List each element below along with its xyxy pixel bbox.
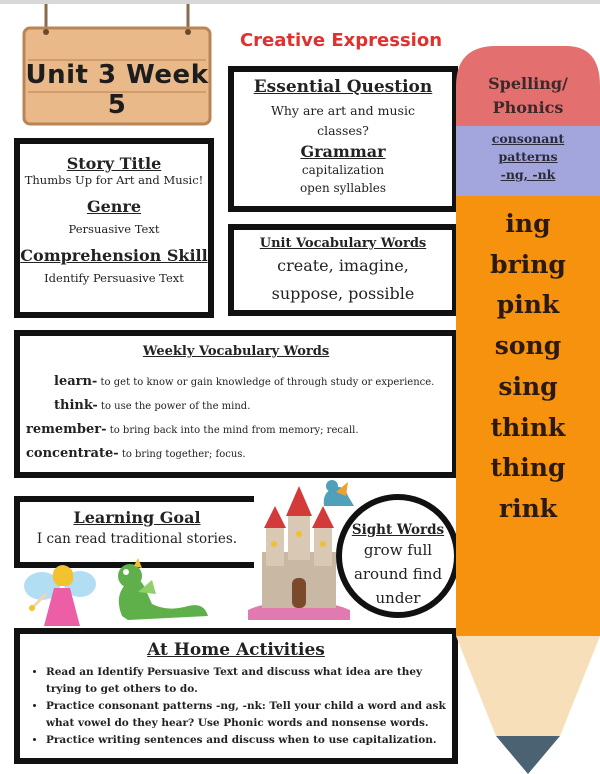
spelling-heading-line: Phonics [492,98,564,117]
list-item: • Practice consonant patterns -ng, -nk: Tell your child a word and ask what vowel do they hear? Use Phonic words and nonsense words. [46,698,446,732]
spelling-heading [456,72,600,120]
unit-sign [22,2,212,130]
vocab-definition: to bring together; focus. [121,449,246,460]
spelling-word: sing [498,371,558,401]
vocab-entry [54,398,250,413]
vocab-word: learn- [54,374,98,389]
learning-goal-text: I can read traditional stories. [36,531,238,547]
vocab-entry [26,446,246,461]
spelling-heading-line: Spelling/ [488,74,568,93]
unit-vocabulary-box [228,224,458,316]
grammar-item: capitalization [301,163,385,177]
unit-vocabulary-line: create, imagine, [277,256,409,275]
sight-word: under [375,589,421,607]
theme-title: Creative Expression [239,30,443,51]
pattern-line: patterns [498,149,558,164]
essential-question-heading: Essential Question [253,77,433,97]
spelling-word: think [490,412,566,442]
comprehension-skill-text: Identify Persuasive Text [44,271,184,285]
essential-question-box [228,66,458,212]
learning-goal-heading: Learning Goal [73,508,201,527]
essential-question-text: Why are art and music classes? [271,103,415,138]
vocab-definition: to bring back into the mind from memory; recall. [109,425,359,436]
vocab-definition: to use the power of the mind. [100,401,251,412]
spelling-word: ing [505,209,551,238]
story-box [14,138,214,318]
weekly-vocabulary-box [14,330,458,478]
grammar-item: open syllables [299,181,387,195]
home-activities-list [20,664,452,749]
small-dragon-icon [318,476,358,514]
dragon-icon [108,556,212,626]
grammar-heading: Grammar [300,142,386,161]
list-item: • Read an Identify Persuasive Text and discuss what idea are they trying to get others to do. [46,664,446,698]
fairy-icon [22,560,100,634]
pattern-line: consonant [491,131,565,146]
consonant-patterns-label [456,130,600,184]
genre-text: Persuasive Text [68,222,160,236]
vocab-definition: to get to know or gain knowledge of through study or experience. [100,377,435,388]
home-activities-heading: At Home Activities [147,640,325,660]
story-title: Thumbs Up for Art and Music! [24,173,204,187]
comprehension-skill-heading: Comprehension Skill [20,246,208,265]
spelling-word: pink [496,290,560,320]
weekly-vocabulary-heading: Weekly Vocabulary Words [142,344,330,359]
vocab-word: remember- [26,422,107,437]
unit-week-label: Unit 3 Week 5 [25,60,209,120]
vocab-entry [54,374,434,389]
sight-words-heading: Sight Words [351,522,445,538]
pattern-line: -ng, -nk [500,167,556,182]
unit-vocabulary-heading: Unit Vocabulary Words [259,236,427,251]
vocab-word: concentrate- [26,446,119,461]
spelling-word: song [494,331,562,361]
unit-vocabulary-line: suppose, possible [271,284,415,303]
vocab-word: think- [54,398,98,413]
list-item: • Practice writing sentences and discuss when to use capitalization. [46,732,446,749]
spelling-word: rink [498,493,558,523]
story-title-heading: Story Title [66,154,162,173]
sight-word: grow full [363,541,433,559]
vocab-entry [26,422,359,437]
spelling-word: bring [490,249,566,279]
spelling-word: thing [490,453,566,483]
sight-words-circle [336,494,460,618]
sight-word: around find [353,565,443,583]
spelling-pencil [456,46,600,774]
genre-heading: Genre [86,197,142,216]
home-activities-box [14,628,458,764]
spelling-word-list [456,204,600,530]
